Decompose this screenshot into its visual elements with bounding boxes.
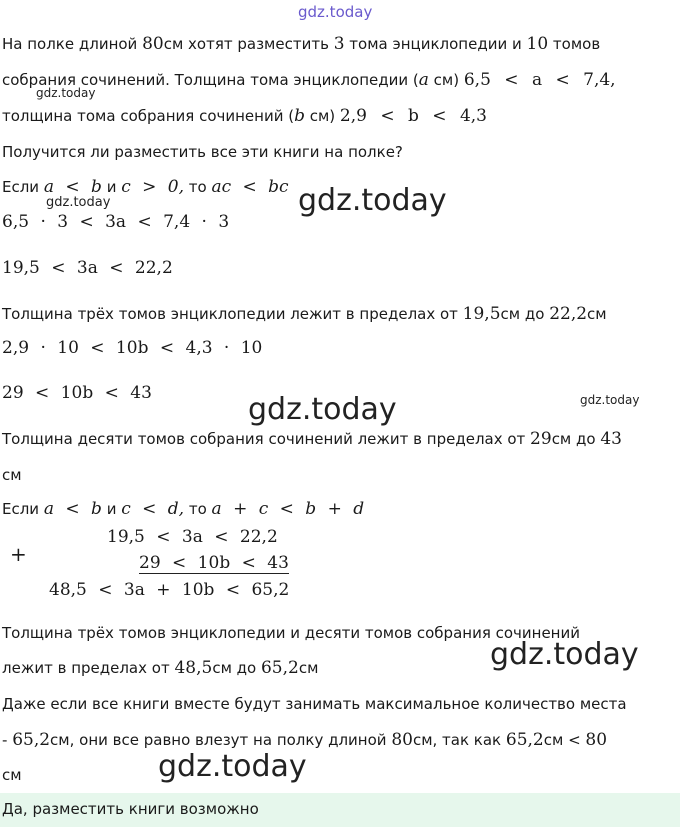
answer-box [0, 793, 680, 827]
inequality: 19,5 < 3a < 22,2 [2, 258, 173, 278]
plus-sign: + [10, 542, 27, 566]
number: 80 [585, 730, 608, 750]
text: см до [212, 659, 261, 677]
rule-multiplication [2, 177, 680, 197]
math: a < b [43, 499, 102, 519]
number: 43 [600, 429, 622, 449]
text-unit: см [2, 466, 22, 484]
problem-line-3 [2, 106, 680, 126]
watermark: gdz.today [248, 392, 397, 427]
text-total-line-1: Толщина трёх томов энциклопедии и десяти томов собрания сочинений [2, 624, 580, 642]
number: 10 [526, 34, 549, 54]
number: 80 [391, 730, 413, 750]
math: c > 0, [121, 177, 185, 197]
number: 29 [530, 429, 552, 449]
text: тома энциклопедии и [344, 35, 527, 53]
text: см, они все равно влезут на полку длиной [50, 731, 392, 749]
watermark: gdz.today [490, 637, 639, 672]
text: см хотят разместить [163, 35, 334, 53]
number: 3 [333, 34, 345, 54]
text: толщина тома собрания сочинений ( [2, 107, 295, 125]
text-conclusion-line-1: Даже если все книги вместе будут занимать максимальное количество места [2, 695, 627, 713]
text: см) [304, 107, 340, 125]
text: Толщина трёх томов энциклопедии лежит в пределах от [2, 305, 463, 323]
text-three-volumes [2, 304, 680, 324]
number: 65,2 [12, 730, 51, 750]
text: см) [428, 71, 464, 89]
inequality: 6,5 · 3 < 3a < 7,4 · 3 [2, 212, 230, 232]
variable: b [294, 106, 305, 126]
inequality: 2,9 · 10 < 10b < 4,3 · 10 [2, 338, 263, 358]
text: Толщина десяти томов собрания сочинений лежит в пределах от [2, 430, 531, 448]
problem-line-1 [2, 34, 680, 54]
text-ten-volumes [2, 429, 680, 449]
watermark: gdz.today [46, 195, 111, 210]
answer-text: Да, разместить книги возможно [2, 800, 259, 818]
watermark: gdz.today [158, 749, 307, 784]
system-sum: 48,5 < 3a + 10b < 65,2 [49, 580, 290, 600]
math: c < d, [121, 499, 185, 519]
watermark: gdz.today [580, 393, 640, 407]
number: 65,2 [505, 730, 544, 750]
text: см, так как [412, 731, 506, 749]
number: 65,2 [260, 658, 299, 678]
text-conclusion-line-2 [2, 730, 680, 750]
math-inequality: 6,5 < a < 7,4, [463, 70, 616, 90]
text: собрания сочинений. Толщина тома энциклопедии ( [2, 71, 419, 89]
math: a < b [43, 177, 102, 197]
text: лежит в пределах от [2, 659, 175, 677]
text-unit: см [2, 766, 22, 784]
variable: a [418, 70, 429, 90]
watermark: gdz.today [298, 3, 373, 21]
number: 80 [142, 34, 164, 54]
number: 48,5 [174, 658, 213, 678]
text: и [101, 500, 122, 518]
text: Если [2, 500, 44, 518]
number: 22,2 [549, 304, 588, 324]
system-row-1: 19,5 < 3a < 22,2 [107, 527, 278, 547]
math: a + c < b + d [211, 499, 365, 519]
watermark: gdz.today [298, 183, 447, 218]
text: Если [2, 178, 44, 196]
system-row-2: 29 < 10b < 43 [139, 553, 289, 573]
inequality: 29 < 10b < 43 [2, 383, 152, 403]
math-inequality: 2,9 < b < 4,3 [339, 106, 487, 126]
text: см до [551, 430, 601, 448]
text: см до [500, 305, 550, 323]
text: На полке длиной [2, 35, 143, 53]
problem-line-2 [2, 70, 680, 90]
text: см [587, 305, 607, 323]
math: ac < bc [211, 177, 289, 197]
rule-addition [2, 499, 680, 519]
text: см < [543, 731, 586, 749]
text: см [298, 659, 319, 677]
text: и [101, 178, 122, 196]
text: то [184, 500, 212, 518]
number: 19,5 [462, 304, 501, 324]
watermark: gdz.today [36, 86, 96, 100]
text-total-line-2 [2, 658, 680, 678]
text: томов [548, 35, 601, 53]
text: то [184, 178, 212, 196]
problem-question: Получится ли разместить все эти книги на полке? [2, 143, 403, 161]
text: - [2, 731, 13, 749]
